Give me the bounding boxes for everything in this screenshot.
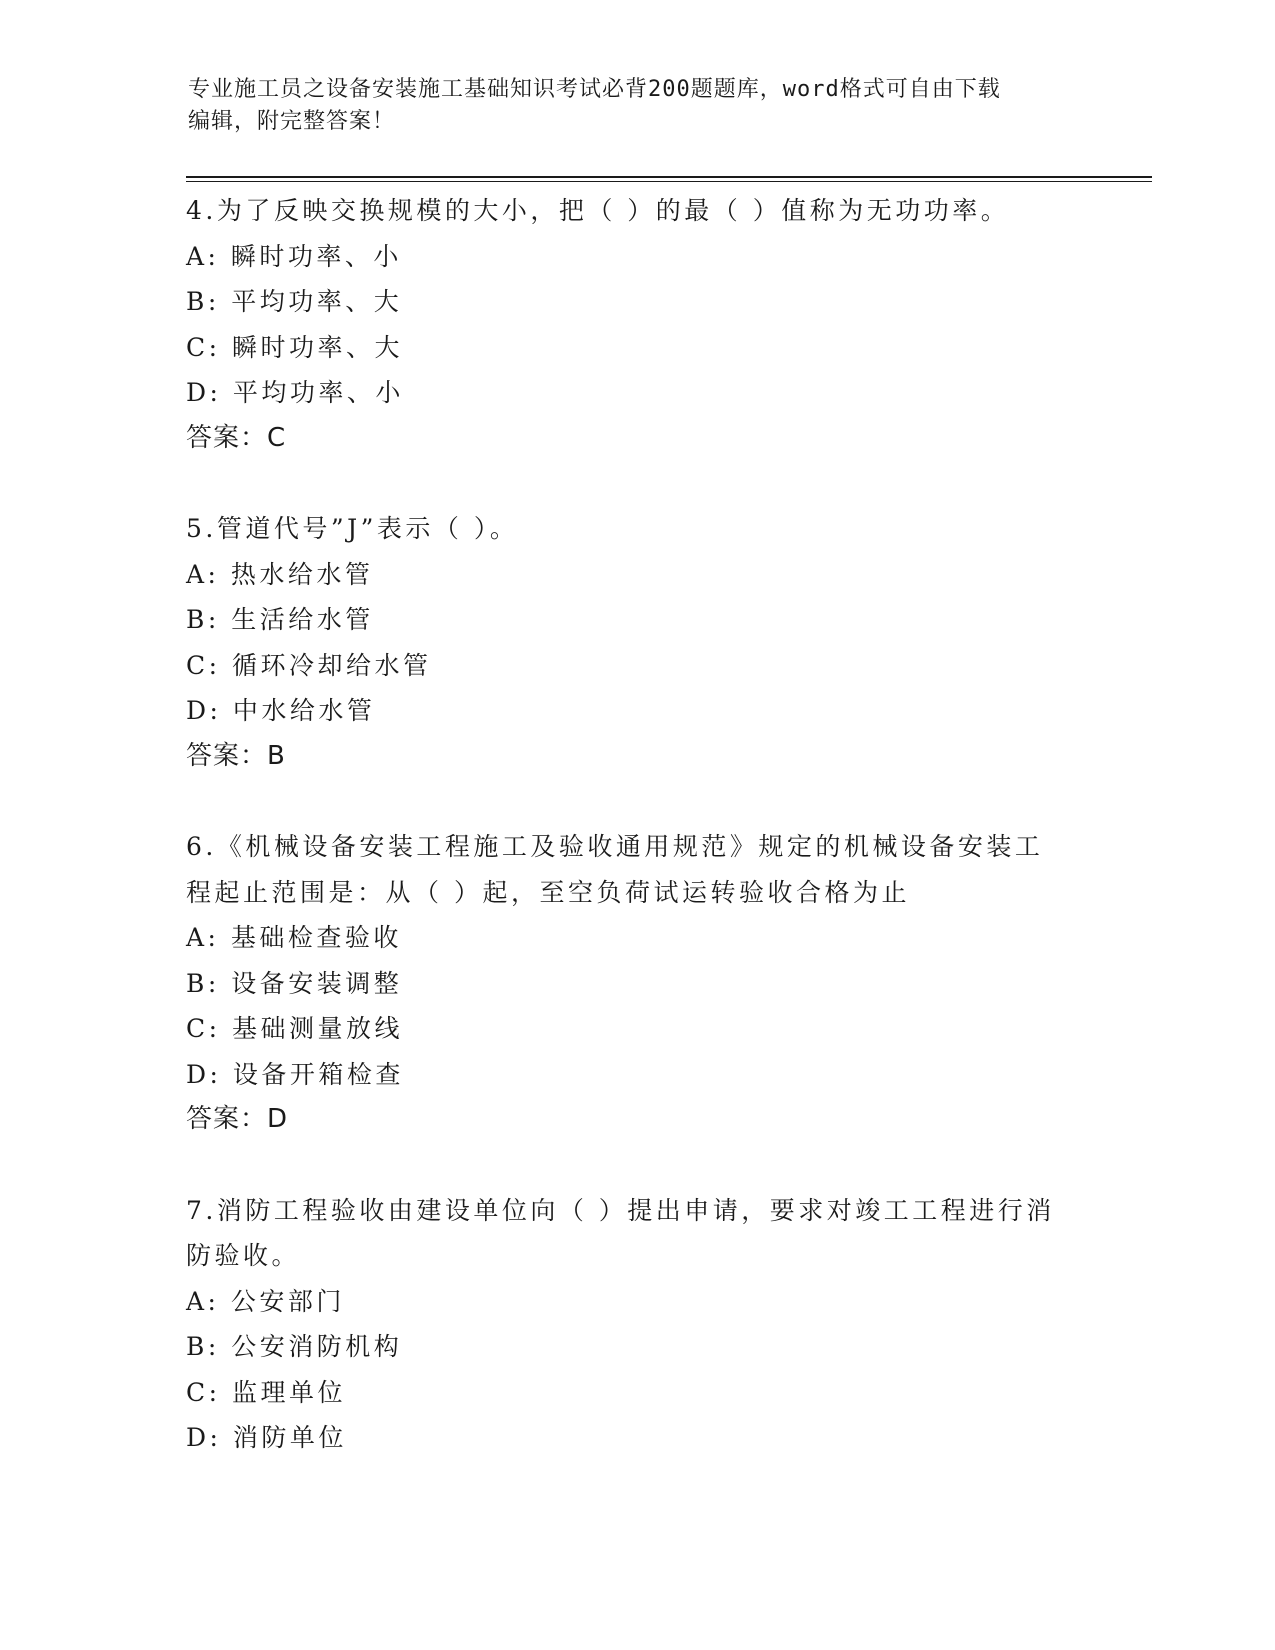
header-divider-thin bbox=[186, 181, 1152, 182]
question-stem: 6.《机械设备安装工程施工及验收通用规范》规定的机械设备安装工 bbox=[186, 832, 1044, 861]
option-c: C: 瞬时功率、大 bbox=[186, 332, 403, 362]
question-6 bbox=[186, 824, 1086, 1143]
option-a: A: 公安部门 bbox=[186, 1286, 345, 1316]
option-b: B: 设备安装调整 bbox=[186, 968, 403, 998]
option-a: A: 基础检查验收 bbox=[186, 923, 402, 952]
option-d: D: 中水给水管 bbox=[186, 696, 376, 725]
question-list bbox=[186, 188, 1086, 1506]
option-b: B: 公安消防机构 bbox=[186, 1332, 403, 1361]
header-line-2: 编辑，附完整答案！ bbox=[188, 109, 396, 134]
option-d: D: 设备开箱检查 bbox=[186, 1059, 404, 1089]
option-b: B: 平均功率、大 bbox=[186, 287, 403, 316]
option-c: C: 基础测量放线 bbox=[186, 1014, 403, 1043]
option-a: A: 热水给水管 bbox=[186, 559, 374, 589]
question-stem-continued: 程起止范围是：从（ ）起，至空负荷试运转验收合格为止 bbox=[186, 877, 910, 907]
question-5 bbox=[186, 506, 1086, 779]
option-d: D: 平均功率、小 bbox=[186, 378, 404, 407]
document-header bbox=[188, 74, 1088, 138]
option-c: C: 循环冷却给水管 bbox=[186, 650, 432, 680]
option-b: B: 生活给水管 bbox=[186, 605, 374, 634]
question-stem: 5.管道代号”J”表示（ ）。 bbox=[186, 514, 519, 543]
question-stem: 7.消防工程验收由建设单位向（ ）提出申请，要求对竣工工程进行消 bbox=[186, 1195, 1055, 1225]
option-d: D: 消防单位 bbox=[186, 1423, 347, 1452]
answer: 答案：D bbox=[186, 1104, 289, 1134]
option-a: A: 瞬时功率、小 bbox=[186, 241, 402, 271]
question-stem: 4.为了反映交换规模的大小，把（ ）的最（ ）值称为无功功率。 bbox=[186, 196, 1010, 225]
question-4 bbox=[186, 188, 1086, 461]
answer: 答案：C bbox=[186, 422, 287, 453]
question-stem-continued: 防验收。 bbox=[186, 1241, 301, 1270]
header-line-1: 专业施工员之设备安装施工基础知识考试必背200题题库，word格式可自由下载 bbox=[188, 77, 1001, 102]
question-7 bbox=[186, 1188, 1086, 1461]
option-c: C: 监理单位 bbox=[186, 1377, 346, 1407]
answer: 答案：B bbox=[186, 740, 286, 771]
header-divider-thick bbox=[186, 176, 1152, 178]
